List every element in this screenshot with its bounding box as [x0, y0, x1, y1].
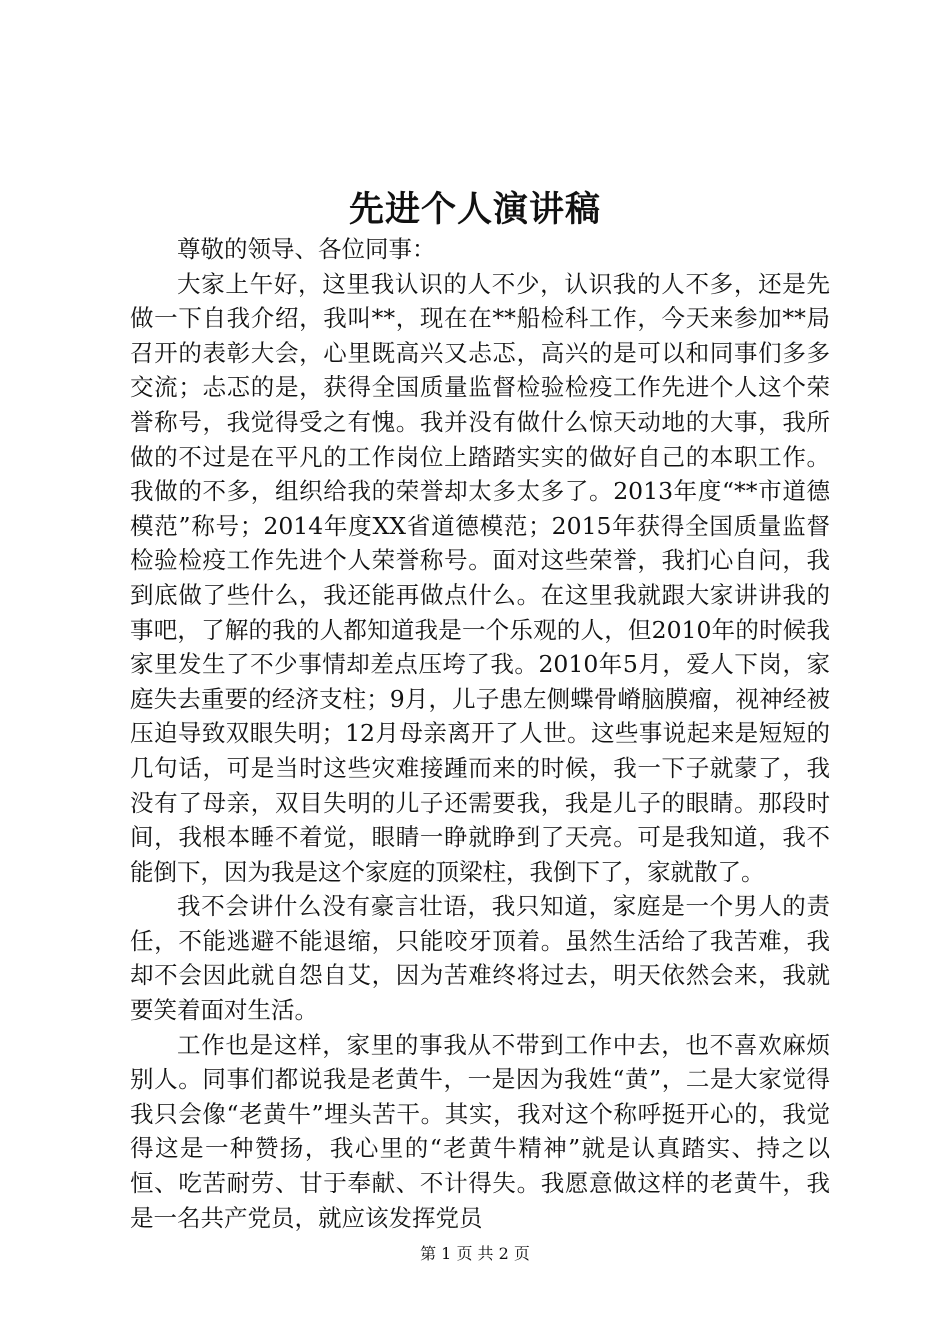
page-footer: 第 1 页 共 2 页 — [420, 1244, 530, 1263]
paragraph-3: 工作也是这样，家里的事我从不带到工作中去，也不喜欢麻烦别人。同事们都说我是老黄牛，一是因为我姓“黄”，二是大家觉得我只会像“老黄牛”埋头苦干。其实，我对这个称呼挺开心的，我觉得这是一种赞扬，我心里的“老黄牛精神”就是认真踏实、持之以恒、吃苦耐劳、甘于奉献、不计得失。我愿意做这样的老黄牛，我是一名共产党员，就应该发挥党员 — [130, 1030, 830, 1232]
paragraph-1: 大家上午好，这里我认识的人不少，认识我的人不多，还是先做一下自我介绍，我叫**，现在在**船检科工作，今天来参加**局召开的表彰大会，心里既高兴又忐忑，高兴的是可以和同事们多多交流；忐忑的是，获得全国质量监督检验检疫工作先进个人这个荣誉称号，我觉得受之有愧。我并没有做什么惊天动地的大事，我所做的不过是在平凡的工作岗位上踏踏实实的做好自己的本职工作。我做的不多，组织给我的荣誉却太多太多了。2013年度“**市道德模范”称号；2014年度XX省道德模范；2015年获得全国质量监督检验检疫工作先进个人荣誉称号。面对这些荣誉，我扪心自问，我到底做了些什么，我还能再做点什么。在这里我就跟大家讲讲我的事吧，了解的我的人都知道我是一个乐观的人，但2010年的时候我家里发生了不少事情却差点压垮了我。2010年5月，爱人下岗，家庭失去重要的经济支柱；9月，儿子患左侧蝶骨嵴脑膜瘤，视神经被压迫导致双眼失明；12月母亲离开了人世。这些事说起来是短短的几句话，可是当时这些灾难接踵而来的时候，我一下子就蒙了，我没有了母亲，双目失明的儿子还需要我，我是儿子的眼睛。那段时间，我根本睡不着觉，眼睛一睁就睁到了天亮。可是我知道，我不能倒下，因为我是这个家庭的顶梁柱，我倒下了，家就散了。 — [130, 269, 830, 886]
paragraph-2: 我不会讲什么没有豪言壮语，我只知道，家庭是一个男人的责任，不能逃避不能退缩，只能咬牙顶着。虽然生活给了我苦难，我却不会因此就自怨自艾，因为苦难终将过去，明天依然会来，我就要笑着面对生活。 — [130, 892, 830, 1025]
document-body — [130, 232, 830, 1235]
document-title: 先进个人演讲稿 — [348, 189, 601, 230]
salutation: 尊敬的领导、各位同事： — [177, 235, 436, 263]
